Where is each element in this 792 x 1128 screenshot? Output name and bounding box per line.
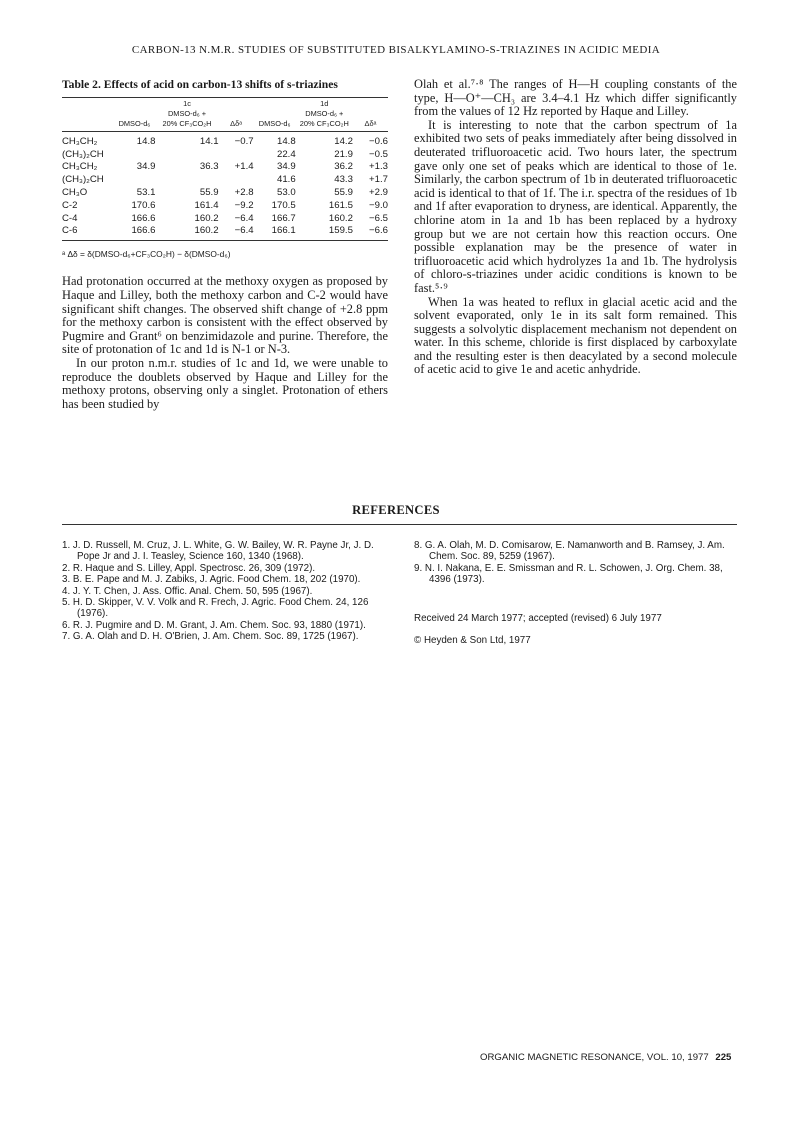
table-cell: 160.2 bbox=[328, 212, 353, 224]
table-cell: 166.7 bbox=[271, 212, 296, 224]
right-column bbox=[414, 78, 737, 377]
table-cell: −6.4 bbox=[234, 212, 254, 224]
running-head: CARBON-13 N.M.R. STUDIES OF SUBSTITUTED BISALKYLAMINO-S-TRIAZINES IN ACIDIC MEDIA bbox=[131, 44, 661, 56]
table-cell: 161.4 bbox=[194, 199, 219, 211]
table-row bbox=[62, 225, 388, 238]
body-paragraph: When 1a was heated to reflux in glacial acetic acid and the solvent evaporated, only 1e in its salt form remained. This suggests a solvolytic displacement mechanism not dependent on water. In this scheme, chloride is first displaced by carboxylate and the resulting ester is then deacylated by a second molecule of acetic acid to give 1e and acetic anhydride. bbox=[414, 294, 737, 377]
table-cell: 22.4 bbox=[276, 148, 296, 160]
table-cell: −6.5 bbox=[369, 212, 388, 224]
shift-table bbox=[62, 98, 388, 241]
table-cell: +1.4 bbox=[234, 161, 254, 173]
table-cell: 161.5 bbox=[328, 199, 353, 211]
table-row bbox=[62, 186, 388, 199]
table-cell: +2.8 bbox=[234, 187, 254, 199]
col-header-dmso-1d: DMSO-d₆ bbox=[258, 118, 291, 128]
subhead-top-1d: DMSO-d₆ + bbox=[305, 108, 344, 118]
table-cell: 14.8 bbox=[136, 135, 156, 147]
copyright-notice: © Heyden & Son Ltd, 1977 bbox=[414, 634, 531, 646]
subhead-top-1c: DMSO-d₆ + bbox=[167, 108, 207, 118]
table-cell: 36.3 bbox=[199, 161, 219, 173]
row-label: C-6 bbox=[62, 225, 78, 237]
table-cell bbox=[219, 173, 254, 186]
row-label: (CH₃)₂CH bbox=[62, 174, 104, 186]
table-row bbox=[62, 212, 388, 225]
table-cell: 55.9 bbox=[334, 187, 353, 199]
table-cell: −6.6 bbox=[369, 225, 388, 237]
table-cell: +1.7 bbox=[369, 174, 388, 186]
col-header-acid-1d: 20% CF₃CO₂H bbox=[299, 118, 349, 128]
table-cell: 36.2 bbox=[334, 161, 353, 173]
table-cell: 160.2 bbox=[194, 225, 219, 237]
table-cell: 43.3 bbox=[334, 174, 353, 186]
table-cell: 170.6 bbox=[131, 199, 156, 211]
references-right bbox=[414, 540, 737, 646]
row-label: C-2 bbox=[62, 199, 78, 211]
reference-item: 6. R. J. Pugmire and D. M. Grant, J. Am. Chem. Soc. 93, 1880 (1971). bbox=[62, 619, 366, 631]
table-cell: 160.2 bbox=[194, 212, 219, 224]
table-cell: 34.9 bbox=[136, 161, 156, 173]
table-cell: 55.9 bbox=[199, 187, 219, 199]
table-cell: 166.6 bbox=[131, 212, 156, 224]
table-row bbox=[62, 161, 388, 174]
table-cell bbox=[155, 148, 218, 161]
table-cell: 53.1 bbox=[136, 187, 156, 199]
table-cell: −0.6 bbox=[369, 135, 388, 147]
table-cell: 170.5 bbox=[271, 199, 296, 211]
table-caption: Table 2. Effects of acid on carbon-13 shifts of s-triazines bbox=[62, 78, 338, 91]
table-cell: −0.5 bbox=[369, 148, 388, 160]
table-cell bbox=[219, 148, 254, 161]
table-cell bbox=[113, 148, 155, 161]
table-cell: 14.8 bbox=[276, 135, 296, 147]
reference-item: 8. G. A. Olah, M. D. Comisarow, E. Namanworth and B. Ramsey, J. Am. Chem. Soc. 89, 5259 (1967). bbox=[414, 540, 725, 563]
references-rule bbox=[62, 524, 737, 525]
table-row bbox=[62, 148, 388, 161]
col-header-delta-1d: Δδᵃ bbox=[364, 118, 377, 128]
table-cell: +2.9 bbox=[369, 187, 388, 199]
table-cell: +1.3 bbox=[369, 161, 388, 173]
body-paragraph: In our proton n.m.r. studies of 1c and 1d, we were unable to reproduce the doublets observed by Haque and Lilley for the methoxy protons, observing only a singlet. Protonation of ethers has been studied by bbox=[62, 355, 388, 411]
body-paragraph: Olah et al.⁷·⁸ The ranges of H—H coupling constants of the type, H—O⁺—CH₃ are 3.4–4.1 Hz which differ significantly from the values of 12 Hz reported by Haque and Lilley. bbox=[414, 77, 737, 119]
table-row bbox=[62, 135, 388, 148]
table-cell: 53.0 bbox=[276, 187, 296, 199]
table-cell bbox=[113, 173, 155, 186]
table-cell: −0.7 bbox=[234, 135, 254, 147]
reference-item: 9. N. I. Nakana, E. E. Smissman and R. L. Schowen, J. Org. Chem. 38, 4396 (1973). bbox=[414, 562, 723, 586]
table-cell: 166.1 bbox=[271, 225, 296, 237]
table-cell: 14.1 bbox=[199, 135, 219, 147]
table-cell: 159.5 bbox=[328, 225, 353, 237]
table-row bbox=[62, 173, 388, 186]
table-cell: −6.4 bbox=[234, 225, 254, 237]
row-label: (CH₃)₂CH bbox=[62, 148, 104, 160]
journal-name: ORGANIC MAGNETIC RESONANCE, VOL. 10, 1977 bbox=[480, 1052, 709, 1063]
received-date: Received 24 March 1977; accepted (revised) 6 July 1977 bbox=[414, 612, 662, 624]
table-cell bbox=[155, 173, 218, 186]
table-cell: 14.2 bbox=[334, 135, 353, 147]
group-header-1c: 1c bbox=[183, 98, 191, 108]
reference-item: 7. G. A. Olah and D. H. O'Brien, J. Am. Chem. Soc. 89, 1725 (1967). bbox=[62, 631, 359, 643]
references-heading: REFERENCES bbox=[352, 503, 440, 517]
page-number: 225 bbox=[715, 1052, 732, 1063]
table-cell: −9.2 bbox=[234, 199, 254, 211]
table-cell: 21.9 bbox=[334, 148, 353, 160]
col-header-acid-1c: 20% CF₃CO₂H bbox=[162, 118, 212, 128]
row-label: CH₃O bbox=[62, 187, 88, 199]
col-header-delta-1c: Δδᵃ bbox=[230, 118, 242, 128]
col-header-dmso-1c: DMSO-d₆ bbox=[118, 118, 151, 128]
table-row bbox=[62, 199, 388, 212]
page-footer bbox=[480, 1052, 731, 1063]
table-cell: 34.9 bbox=[276, 161, 296, 173]
references-left bbox=[62, 540, 390, 643]
reference-item: 3. B. E. Pape and M. J. Zabiks, J. Agric. Food Chem. 18, 202 (1970). bbox=[62, 574, 361, 586]
row-label: CH₃CH₂ bbox=[62, 161, 98, 173]
reference-item: 2. R. Haque and S. Lilley, Appl. Spectrosc. 26, 309 (1972). bbox=[62, 562, 316, 574]
table-cell: 166.6 bbox=[131, 225, 156, 237]
reference-item: 4. J. Y. T. Chen, J. Ass. Offic. Anal. Chem. 50, 595 (1967). bbox=[62, 585, 313, 597]
left-column bbox=[62, 78, 388, 411]
body-paragraph: It is interesting to note that the carbon spectrum of 1a exhibited two sets of peaks immediately after being dissolved in deuterated trifluoroacetic acid. Two hours later, the spectrum gave only one set of peaks which are identical to those of 1e. Similarly, the carbon spectrum of 1b in deuterated trifluoroacetic acid is identical to that of 1f. The i.r. spectra of the residues of 1b and 1f after evaporation to dryness, are identical. Apparently, the chlorine atom in 1a and 1b has been replaced by a hydroxy group but we are not certain how this reaction occurs. One possible explanation may be the presence of water in trifluoroacetic acid which hydrolyzes 1a and 1b. The hydrolysis of chloro-s-triazines under acidic conditions is known to be fast.⁵·⁹ bbox=[414, 117, 737, 295]
table-cell: −9.0 bbox=[369, 199, 388, 211]
group-header-1d: 1d bbox=[320, 98, 329, 108]
reference-item: 1. J. D. Russell, M. Cruz, J. L. White, G. W. Bailey, W. R. Payne Jr, J. D. Pope Jr and J. I. Teasley, Science 160, 1340 (1968). bbox=[62, 540, 374, 563]
row-label: CH₃CH₂ bbox=[62, 135, 98, 147]
table-footnote: ᵃ Δδ = δ(DMSO-d₆+CF₃CO₂H) − δ(DMSO-d₆) bbox=[62, 249, 231, 260]
row-label: C-4 bbox=[62, 212, 78, 224]
reference-item: 5. H. D. Skipper, V. V. Volk and R. Frech, J. Agric. Food Chem. 24, 126 (1976). bbox=[62, 597, 369, 620]
table-cell: 41.6 bbox=[276, 174, 296, 186]
body-paragraph: Had protonation occurred at the methoxy oxygen as proposed by Haque and Lilley, both the methoxy carbon and C-2 would have significant shift changes. The observed shift change of +2.8 ppm for the methoxy carbon is consistent with the effect observed by Pugmire and Grant⁶ on benzimidazole and purine. Therefore, the site of protonation of 1c and 1d is N-1 or N-3. bbox=[62, 274, 388, 357]
